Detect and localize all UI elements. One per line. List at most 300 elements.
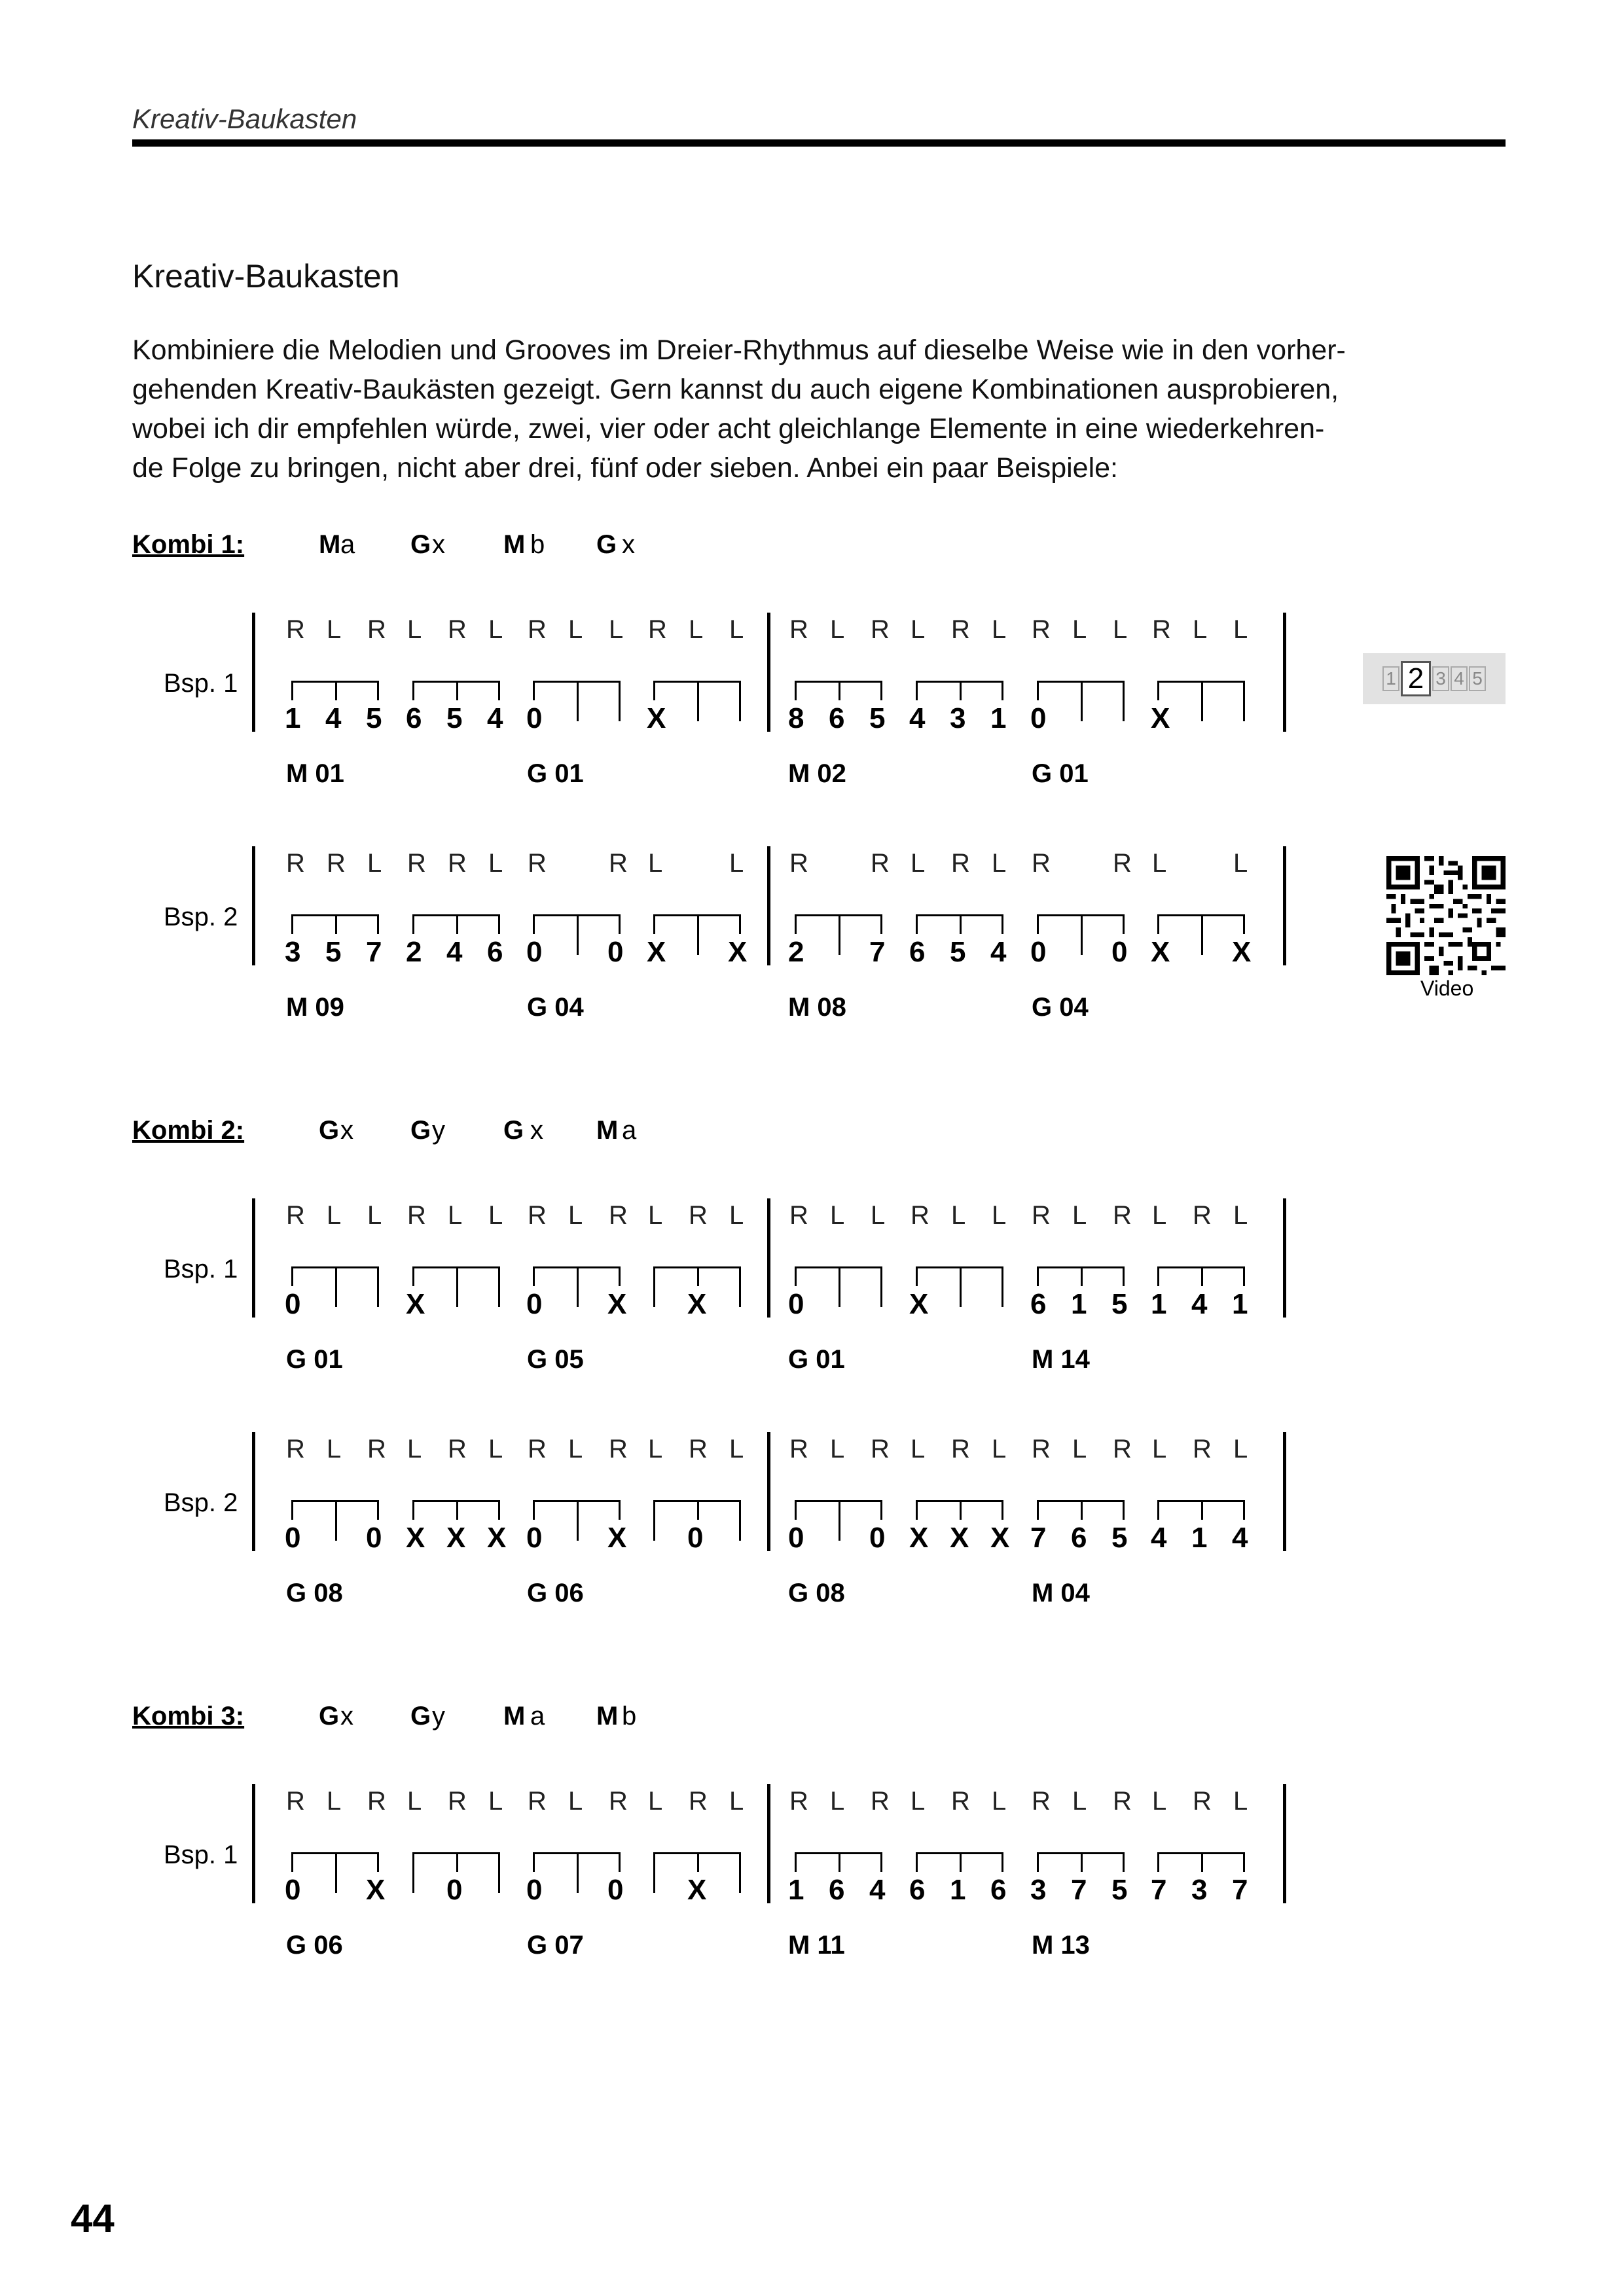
hand-sticking: L: [488, 1787, 503, 1816]
beat-tick: [377, 914, 379, 934]
note-value: X: [607, 1288, 627, 1320]
hand-sticking: R: [789, 1435, 808, 1463]
combo-element-letter: M: [503, 530, 526, 559]
hand-sticking: R: [286, 1435, 305, 1463]
hand-sticking: L: [1233, 1435, 1248, 1463]
hand-sticking: L: [367, 1201, 382, 1230]
beat-tick: [697, 681, 699, 721]
hand-sticking: R: [528, 1435, 547, 1463]
hand-sticking: L: [1233, 849, 1248, 878]
example-label: Bsp. 2: [164, 903, 238, 931]
note-value: X: [687, 1874, 707, 1906]
note-value: X: [909, 1522, 929, 1554]
note-value: 4: [1151, 1522, 1167, 1554]
beat-tick: [456, 1500, 458, 1520]
hand-sticking: L: [729, 1201, 744, 1230]
hand-sticking: R: [327, 849, 346, 878]
bar-line: [252, 613, 255, 732]
beat-tick: [377, 1266, 379, 1307]
note-value: 0: [607, 1874, 624, 1906]
bar-line: [252, 1432, 255, 1551]
hand-sticking: R: [1193, 1787, 1212, 1816]
beat-tick: [412, 1852, 414, 1893]
hand-sticking: L: [1233, 615, 1248, 644]
beat-tick: [697, 1266, 699, 1286]
note-value: 5: [1111, 1522, 1128, 1554]
note-value: X: [728, 936, 748, 968]
hand-sticking: L: [871, 1201, 886, 1230]
beat-tick: [839, 1852, 840, 1872]
intro-paragraph: [132, 331, 1415, 488]
hand-sticking: R: [367, 1435, 386, 1463]
combo-element-variant: b: [622, 1702, 637, 1731]
hand-sticking: R: [407, 849, 426, 878]
beat-tick: [880, 1852, 882, 1872]
bar-line: [767, 846, 770, 965]
hand-sticking: R: [448, 1787, 467, 1816]
beat-tick: [412, 914, 414, 934]
hand-sticking: R: [448, 615, 467, 644]
hand-sticking: L: [1072, 1435, 1087, 1463]
hand-sticking: R: [448, 849, 467, 878]
note-value: 6: [909, 936, 926, 968]
bar-line: [1283, 613, 1286, 732]
note-value: 0: [687, 1522, 704, 1554]
combo-element-letter: M: [596, 1702, 619, 1731]
beat-tick: [377, 681, 379, 700]
combo-element-letter: G: [319, 1702, 340, 1731]
hand-sticking: R: [286, 1787, 305, 1816]
beat-tick: [916, 1500, 918, 1520]
hand-sticking: L: [407, 1787, 422, 1816]
example-label: Bsp. 1: [164, 1840, 238, 1869]
pattern-code: G 04: [527, 993, 584, 1022]
beat-tick: [960, 1266, 962, 1307]
note-value: X: [1151, 936, 1170, 968]
beat-tick: [619, 914, 621, 934]
beat-tick: [456, 914, 458, 934]
beat-tick: [1001, 1266, 1003, 1307]
hand-sticking: L: [367, 849, 382, 878]
running-head: Kreativ-Baukasten: [132, 103, 357, 134]
beat-tick: [697, 1500, 699, 1520]
bar-line: [1283, 1198, 1286, 1318]
hand-sticking: L: [488, 1435, 503, 1463]
combo-element-variant: a: [340, 530, 355, 559]
note-value: 1: [1071, 1288, 1087, 1320]
note-value: X: [1151, 702, 1170, 734]
hand-sticking: L: [729, 615, 744, 644]
beat-tick: [577, 1500, 579, 1541]
beat-tick: [1157, 1266, 1159, 1286]
pattern-code: G 08: [788, 1579, 845, 1607]
bar-line: [767, 1432, 770, 1551]
beat-tick: [1037, 914, 1039, 934]
track-number[interactable]: 5: [1469, 666, 1486, 691]
beat-tick: [456, 1852, 458, 1872]
beat-tick: [335, 681, 337, 700]
beat-tick: [739, 1852, 741, 1893]
beat-tick: [291, 681, 293, 700]
beat-tick: [533, 914, 535, 934]
combo-element-letter: G: [503, 1116, 524, 1145]
combo-element-letter: G: [596, 530, 617, 559]
beat-tick: [880, 681, 882, 700]
beat-tick: [1081, 1852, 1083, 1872]
bar-line: [252, 1198, 255, 1318]
beat-tick: [577, 914, 579, 955]
hand-sticking: R: [1113, 1435, 1132, 1463]
beat-tick: [412, 1266, 414, 1286]
beat-tick: [456, 681, 458, 700]
hand-sticking: L: [1152, 849, 1167, 878]
beat-tick: [1123, 1266, 1125, 1286]
beat-tick: [577, 1266, 579, 1307]
note-value: 6: [909, 1874, 926, 1906]
beat-tick: [960, 681, 962, 700]
hand-sticking: R: [609, 1787, 628, 1816]
hand-sticking: L: [568, 1787, 583, 1816]
beat-tick: [619, 1266, 621, 1286]
beat-tick: [739, 1500, 741, 1541]
hand-sticking: R: [871, 849, 890, 878]
hand-sticking: L: [488, 849, 503, 878]
note-value: 5: [325, 936, 342, 968]
note-value: 3: [950, 702, 966, 734]
beat-tick: [1081, 1500, 1083, 1520]
note-value: X: [950, 1522, 969, 1554]
beat-tick: [1001, 1852, 1003, 1872]
hand-sticking: R: [871, 615, 890, 644]
combo-element-letter: M: [319, 530, 341, 559]
note-value: 7: [869, 936, 886, 968]
note-value: 5: [1111, 1288, 1128, 1320]
hand-sticking: R: [689, 1435, 708, 1463]
note-value: 1: [285, 702, 301, 734]
kombi-label: Kombi 1:: [132, 530, 245, 559]
combo-element-letter: G: [410, 1116, 431, 1145]
hand-sticking: L: [729, 1435, 744, 1463]
beat-tick: [960, 1852, 962, 1872]
intro-line: de Folge zu bringen, nicht aber drei, fünf oder sieben. Anbei ein paar Beispiele:: [132, 452, 1118, 484]
hand-sticking: R: [689, 1201, 708, 1230]
beat-tick: [1037, 681, 1039, 700]
beat-tick: [335, 1266, 337, 1307]
note-value: 1: [1151, 1288, 1167, 1320]
beat-tick: [291, 1266, 293, 1286]
pattern-code: G 05: [527, 1345, 584, 1374]
note-value: 3: [1191, 1874, 1208, 1906]
beat-tick: [1201, 681, 1203, 721]
page-number: 44: [71, 2197, 115, 2240]
beat-tick: [498, 914, 500, 934]
note-value: 0: [526, 1522, 543, 1554]
note-value: 3: [285, 936, 301, 968]
beat-tick: [1157, 1852, 1159, 1872]
beat-tick: [1081, 914, 1083, 955]
beat-tick: [795, 914, 797, 934]
combo-element-variant: x: [432, 530, 445, 559]
beat-tick: [653, 1266, 655, 1307]
beat-tick: [412, 1500, 414, 1520]
hand-sticking: L: [327, 1435, 342, 1463]
note-value: 5: [366, 702, 382, 734]
hand-sticking: L: [992, 1787, 1007, 1816]
note-value: 7: [1232, 1874, 1248, 1906]
hand-sticking: R: [1113, 1787, 1132, 1816]
beat-tick: [739, 914, 741, 934]
beat-tick: [839, 914, 840, 955]
hand-sticking: R: [951, 849, 970, 878]
beat-tick: [1201, 914, 1203, 955]
hand-sticking: L: [327, 615, 342, 644]
hand-sticking: R: [609, 1201, 628, 1230]
hand-sticking: L: [648, 849, 663, 878]
beat-tick: [1243, 1500, 1245, 1520]
hand-sticking: L: [830, 1435, 845, 1463]
hand-sticking: L: [830, 615, 845, 644]
hand-sticking: L: [568, 615, 583, 644]
hand-sticking: L: [1193, 615, 1208, 644]
beat-tick: [916, 1852, 918, 1872]
hand-sticking: L: [1072, 615, 1087, 644]
note-value: 0: [446, 1874, 463, 1906]
bar-line: [1283, 1432, 1286, 1551]
track-number[interactable]: 1: [1382, 666, 1399, 691]
hand-sticking: L: [992, 849, 1007, 878]
note-value: 3: [1030, 1874, 1047, 1906]
video-label: Video: [1420, 977, 1474, 1000]
combo-element-letter: M: [596, 1116, 619, 1145]
hand-sticking: L: [689, 615, 704, 644]
note-value: 0: [1030, 702, 1047, 734]
beat-tick: [1037, 1852, 1039, 1872]
hand-sticking: R: [286, 615, 305, 644]
example-label: Bsp. 1: [164, 1255, 238, 1283]
beat-tick: [1157, 1500, 1159, 1520]
hand-sticking: R: [528, 1787, 547, 1816]
bar-line: [252, 846, 255, 965]
note-value: 0: [1111, 936, 1128, 968]
hand-sticking: L: [488, 1201, 503, 1230]
hand-sticking: L: [992, 615, 1007, 644]
note-value: 0: [1030, 936, 1047, 968]
note-value: 0: [526, 1874, 543, 1906]
track-number[interactable]: 3: [1432, 666, 1449, 691]
hand-sticking: L: [911, 849, 926, 878]
beat-tick: [880, 914, 882, 934]
hand-sticking: L: [992, 1435, 1007, 1463]
hand-sticking: R: [689, 1787, 708, 1816]
beat-tick: [291, 1852, 293, 1872]
beat-tick: [1243, 1266, 1245, 1286]
note-value: 4: [869, 1874, 886, 1906]
beat-tick: [291, 1500, 293, 1520]
bar-line: [252, 1784, 255, 1903]
beat-tick: [1243, 1852, 1245, 1872]
beat-tick: [739, 1266, 741, 1307]
note-value: 1: [1232, 1288, 1248, 1320]
note-value: X: [487, 1522, 507, 1554]
note-value: X: [406, 1522, 425, 1554]
beat-tick: [533, 1852, 535, 1872]
note-value: 4: [446, 936, 463, 968]
hand-sticking: L: [327, 1787, 342, 1816]
hand-sticking: R: [1113, 849, 1132, 878]
beat-tick: [498, 1266, 500, 1307]
combo-element-variant: x: [622, 530, 635, 559]
combo-element-variant: y: [432, 1116, 445, 1145]
beat-tick: [335, 1500, 337, 1541]
beat-tick: [1123, 681, 1125, 721]
beat-tick: [377, 1852, 379, 1872]
note-value: 0: [366, 1522, 382, 1554]
beat-tick: [498, 681, 500, 700]
hand-sticking: R: [1032, 1435, 1051, 1463]
hand-sticking: R: [448, 1435, 467, 1463]
beat-tick: [1001, 1500, 1003, 1520]
beat-tick: [577, 1852, 579, 1893]
combo-element-variant: x: [340, 1116, 353, 1145]
note-value: 2: [788, 936, 804, 968]
note-value: 6: [990, 1874, 1007, 1906]
note-value: 4: [990, 936, 1007, 968]
hand-sticking: L: [1152, 1435, 1167, 1463]
beat-tick: [1123, 914, 1125, 934]
note-value: 6: [829, 702, 845, 734]
hand-sticking: L: [1113, 615, 1128, 644]
note-value: 4: [325, 702, 342, 734]
hand-sticking: L: [911, 1435, 926, 1463]
hand-sticking: L: [830, 1787, 845, 1816]
hand-sticking: R: [286, 849, 305, 878]
pattern-code: M 13: [1032, 1931, 1090, 1960]
beat-tick: [1081, 681, 1083, 721]
note-value: 5: [950, 936, 966, 968]
hand-sticking: L: [992, 1201, 1007, 1230]
beat-tick: [697, 914, 699, 955]
hand-sticking: R: [367, 1787, 386, 1816]
note-value: 5: [1111, 1874, 1128, 1906]
hand-sticking: R: [286, 1201, 305, 1230]
beat-tick: [653, 1500, 655, 1541]
beat-tick: [653, 681, 655, 700]
note-value: 1: [788, 1874, 804, 1906]
note-value: 0: [607, 936, 624, 968]
note-value: 0: [285, 1288, 301, 1320]
intro-line: Kombiniere die Melodien und Grooves im Dreier-Rhythmus auf dieselbe Weise wie in den vorher-: [132, 334, 1346, 366]
beat-tick: [916, 681, 918, 700]
beat-tick: [839, 1500, 840, 1541]
beat-tick: [795, 1852, 797, 1872]
note-value: 0: [788, 1288, 804, 1320]
example-label: Bsp. 1: [164, 669, 238, 698]
beat-tick: [1081, 1266, 1083, 1286]
note-value: 8: [788, 702, 804, 734]
pattern-code: M 09: [286, 993, 344, 1022]
hand-sticking: R: [911, 1201, 929, 1230]
combo-element-letter: G: [319, 1116, 340, 1145]
beat-tick: [1123, 1500, 1125, 1520]
note-value: 7: [1151, 1874, 1167, 1906]
bar-line: [1283, 846, 1286, 965]
hand-sticking: R: [1032, 615, 1051, 644]
beat-tick: [653, 1852, 655, 1893]
combo-element-letter: M: [503, 1702, 526, 1731]
hand-sticking: R: [528, 1201, 547, 1230]
beat-tick: [1201, 1852, 1203, 1872]
note-value: 6: [487, 936, 503, 968]
track-selector[interactable]: [1363, 653, 1506, 704]
kombi-label: Kombi 3:: [132, 1702, 245, 1731]
note-value: 6: [1071, 1522, 1087, 1554]
qr-code-icon[interactable]: [1386, 856, 1506, 975]
intro-line: wobei ich dir empfehlen würde, zwei, vier oder acht gleichlange Elemente in eine wiederkehren-: [132, 413, 1325, 444]
note-value: 0: [526, 702, 543, 734]
combo-element-variant: x: [530, 1116, 543, 1145]
pattern-code: M 08: [788, 993, 846, 1022]
note-value: 0: [285, 1874, 301, 1906]
beat-tick: [619, 1852, 621, 1872]
hand-sticking: R: [1032, 1201, 1051, 1230]
beat-tick: [291, 914, 293, 934]
pattern-code: G 01: [1032, 759, 1089, 788]
bar-line: [767, 1198, 770, 1318]
hand-sticking: R: [609, 1435, 628, 1463]
beat-tick: [619, 1500, 621, 1520]
pattern-code: M 11: [788, 1931, 845, 1960]
beat-tick: [533, 1266, 535, 1286]
note-value: X: [446, 1522, 466, 1554]
hand-sticking: L: [830, 1201, 845, 1230]
note-value: 7: [1071, 1874, 1087, 1906]
beat-tick: [916, 914, 918, 934]
beat-tick: [795, 681, 797, 700]
pattern-code: G 01: [286, 1345, 343, 1374]
bar-line: [767, 1784, 770, 1903]
bar-line: [1283, 1784, 1286, 1903]
hand-sticking: L: [648, 1201, 663, 1230]
beat-tick: [795, 1500, 797, 1520]
beat-tick: [1001, 914, 1003, 934]
beat-tick: [533, 1500, 535, 1520]
hand-sticking: R: [951, 1435, 970, 1463]
beat-tick: [839, 1266, 840, 1307]
example-label: Bsp. 2: [164, 1488, 238, 1517]
track-number[interactable]: 4: [1451, 666, 1468, 691]
beat-tick: [1001, 681, 1003, 700]
hand-sticking: R: [528, 849, 547, 878]
beat-tick: [960, 1500, 962, 1520]
hand-sticking: L: [1233, 1201, 1248, 1230]
note-value: 4: [1232, 1522, 1248, 1554]
note-value: 1: [990, 702, 1007, 734]
bar-line: [767, 613, 770, 732]
note-value: 5: [446, 702, 463, 734]
hand-sticking: L: [609, 615, 624, 644]
combo-element-letter: G: [410, 530, 431, 559]
pattern-code: G 06: [286, 1931, 343, 1960]
track-number[interactable]: 2: [1401, 661, 1431, 696]
note-value: 4: [487, 702, 503, 734]
hand-sticking: L: [568, 1201, 583, 1230]
beat-tick: [1201, 1500, 1203, 1520]
hand-sticking: R: [871, 1435, 890, 1463]
note-value: 4: [1191, 1288, 1208, 1320]
note-value: 1: [1191, 1522, 1208, 1554]
beat-tick: [1243, 914, 1245, 934]
note-value: X: [406, 1288, 425, 1320]
